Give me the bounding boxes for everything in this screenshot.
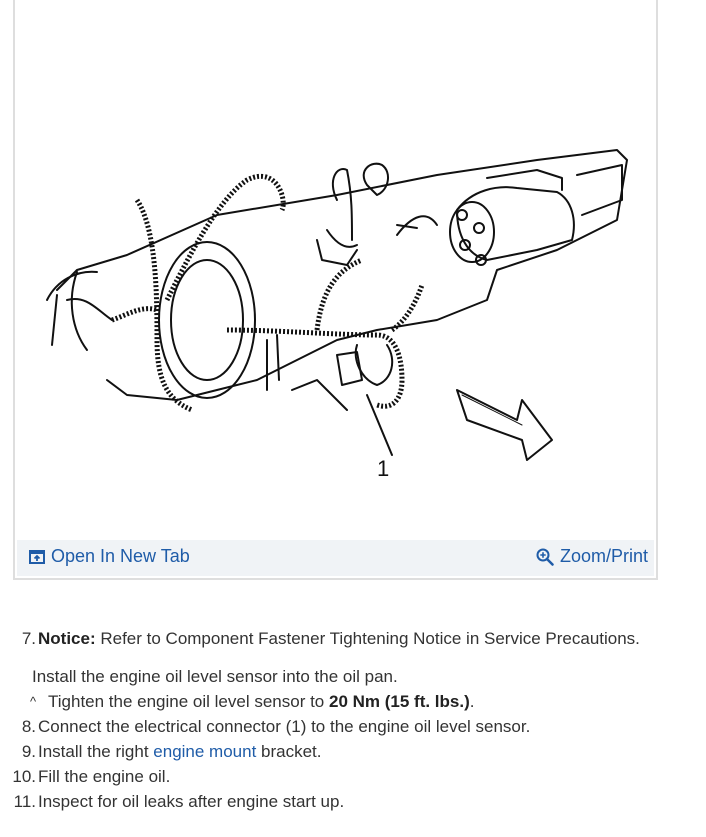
step-text: Inspect for oil leaks after engine start up.: [38, 792, 345, 811]
substep-text-before: Tighten the engine oil level sensor to: [48, 692, 329, 711]
step-text: [38, 626, 640, 651]
step-text: Fill the engine oil.: [38, 767, 171, 786]
torque-value: 20 Nm (15 ft. lbs.): [329, 692, 470, 711]
step-11: [0, 789, 706, 814]
figure-card: [13, 0, 658, 580]
step-7: [0, 626, 706, 664]
step-number: 9.: [21, 742, 36, 761]
open-in-new-tab-label: Open In New Tab: [51, 546, 190, 566]
zoom-in-icon: [536, 548, 554, 566]
substep-text-after: .: [469, 692, 475, 711]
zoom-print-label: Zoom/Print: [559, 546, 648, 566]
open-in-new-tab-link[interactable]: [29, 546, 190, 567]
procedure-steps: [0, 626, 706, 814]
step-number: 10.: [12, 767, 36, 786]
step-text: [38, 739, 322, 764]
step-7-instruction: [0, 664, 706, 689]
step-number: 7.: [21, 629, 36, 648]
figure-footer: [17, 540, 654, 576]
engine-illustration: [17, 0, 654, 540]
substep-text: [48, 689, 475, 714]
step-8: [0, 714, 706, 739]
step-text: Connect the electrical connector (1) to the engine oil level sensor.: [38, 717, 531, 736]
step-9: [0, 739, 706, 764]
step-number: 11.: [13, 792, 36, 811]
zoom-print-link[interactable]: [536, 546, 648, 567]
step-7-substep: [0, 689, 706, 714]
step-text-after: bracket.: [256, 742, 322, 761]
engine-mount-link[interactable]: engine mount: [153, 742, 257, 761]
engine-line-drawing: [17, 0, 654, 540]
step-text: Install the engine oil level sensor into the oil pan.: [32, 667, 398, 686]
open-new-tab-icon: [29, 550, 45, 564]
notice-label: Notice:: [38, 629, 96, 648]
substep-marker: ^: [30, 694, 37, 709]
notice-text: Refer to Component Fastener Tightening Notice in Service Precautions.: [95, 629, 640, 648]
step-number: 8.: [21, 717, 36, 736]
step-10: [0, 764, 706, 789]
step-text-before: Install the right: [38, 742, 154, 761]
callout-label-1: 1: [377, 456, 390, 481]
